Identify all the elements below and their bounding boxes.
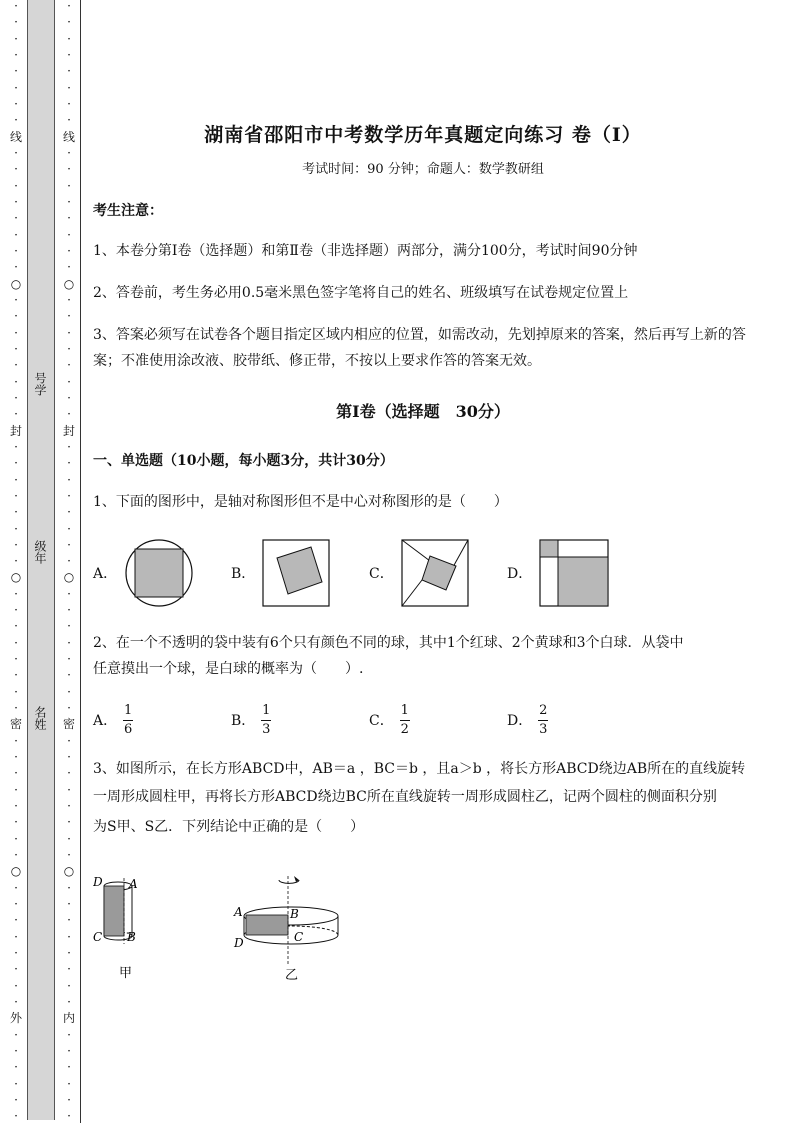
margin-rule — [80, 0, 81, 1123]
cut-dot: · — [67, 211, 71, 226]
cut-dot: · — [14, 946, 18, 961]
cut-dot: · — [14, 96, 18, 111]
cut-dot: · — [67, 848, 71, 863]
cut-dot: · — [67, 439, 71, 454]
cut-dot: · — [14, 831, 18, 846]
cut-dot: · — [14, 1109, 18, 1123]
cut-mark: 外 — [9, 1011, 22, 1026]
cut-dot: · — [67, 309, 71, 324]
cut-dot: · — [67, 684, 71, 699]
label-b: B — [290, 907, 299, 921]
cut-dot: · — [67, 603, 71, 618]
cut-dot: · — [14, 750, 18, 765]
caption-yi: 乙 — [285, 968, 299, 983]
note-item-2: 2、答卷前，考生务必用0.5毫米黑色签字笔将自己的姓名、班级填写在试卷规定位置上 — [93, 285, 629, 301]
cut-mark: ○ — [10, 864, 22, 879]
fraction: $\frac{1}{3}$ — [262, 702, 271, 737]
cut-dot: · — [14, 260, 18, 275]
cut-dot: · — [67, 472, 71, 487]
cut-dot: · — [14, 782, 18, 797]
cut-dot: · — [14, 472, 18, 487]
cut-dot: · — [14, 603, 18, 618]
cut-dot: · — [67, 537, 71, 552]
cut-dot: · — [14, 341, 18, 356]
cut-mark: ○ — [63, 570, 75, 585]
cut-dot: · — [14, 701, 18, 716]
page-subtitle: 考试时间：90 分钟；命题人：数学教研组 — [302, 162, 544, 177]
cut-mark: 封 — [9, 423, 22, 438]
cut-dot: · — [67, 750, 71, 765]
cut-dot: · — [67, 586, 71, 601]
q2-option-c[interactable]: C． $\frac{1}{2}$ — [369, 702, 409, 737]
cut-dot: · — [14, 325, 18, 340]
notes-heading: 考生注意： — [93, 203, 163, 219]
cut-dot: · — [14, 1027, 18, 1042]
cut-dot: · — [67, 505, 71, 520]
cut-dot: · — [67, 652, 71, 667]
cut-mark: 线 — [62, 129, 75, 144]
cut-dot: · — [14, 537, 18, 552]
question-2-line-2: 任意摸出一个球，是白球的概率为（ ）. — [93, 661, 364, 677]
cut-dot: · — [14, 80, 18, 95]
cut-dot: · — [14, 521, 18, 536]
cut-mark: 密 — [9, 717, 22, 732]
cut-dot: · — [67, 178, 71, 193]
q1-option-a[interactable]: A． — [93, 538, 195, 608]
cut-dot: · — [14, 799, 18, 814]
cut-dot: · — [14, 0, 18, 13]
cut-dot: · — [67, 1044, 71, 1058]
cut-dot: · — [67, 521, 71, 536]
question-3-line-3: 为S甲、S乙．下列结论中正确的是（ ） — [93, 819, 365, 835]
cut-dot: · — [14, 978, 18, 993]
cut-dot: · — [14, 390, 18, 405]
cut-dot: · — [67, 554, 71, 569]
cut-dot: · — [14, 913, 18, 928]
cut-dot: · — [67, 390, 71, 405]
cut-dot: · — [14, 47, 18, 62]
fraction: $\frac{1}{6}$ — [123, 702, 133, 737]
cut-dot: · — [14, 766, 18, 781]
cut-dot: · — [67, 733, 71, 748]
fraction: $\frac{2}{3}$ — [539, 702, 548, 737]
question-3-line-1: 3、如图所示，在长方形ABCD中，AB＝a ，BC＝b ，且a＞b ，将长方形ABCD绕边AB所在的直线旋转 — [93, 761, 746, 777]
cut-dot: · — [67, 701, 71, 716]
cut-dot: · — [14, 1076, 18, 1091]
cut-dot: · — [14, 227, 18, 242]
cylinder-yi — [233, 876, 338, 983]
cut-dot: · — [14, 1060, 18, 1075]
cut-dot: · — [14, 243, 18, 258]
question-1-options — [93, 538, 753, 608]
cut-dot: · — [14, 488, 18, 503]
square-with-diagonal-square-figure — [400, 538, 470, 608]
label-a: A — [234, 905, 243, 919]
cut-dot: · — [14, 15, 18, 30]
cut-dot: · — [67, 456, 71, 471]
cut-dot: · — [67, 31, 71, 46]
q1-option-d[interactable]: D． — [507, 538, 610, 608]
cut-dot: · — [14, 456, 18, 471]
cut-dot: · — [14, 684, 18, 699]
cut-dot: · — [67, 358, 71, 373]
cut-dot: · — [14, 407, 18, 422]
cut-dot: · — [14, 145, 18, 160]
cut-dot: · — [67, 929, 71, 944]
cut-dot: · — [14, 31, 18, 46]
cut-dot: · — [67, 946, 71, 961]
cut-dot: · — [67, 243, 71, 258]
caption-jia: 甲 — [119, 966, 133, 981]
cut-dot: · — [67, 913, 71, 928]
cut-dot: · — [67, 292, 71, 307]
cut-dot: · — [67, 96, 71, 111]
cut-dot: · — [14, 929, 18, 944]
cut-dot: · — [67, 962, 71, 977]
cut-dot: · — [67, 64, 71, 79]
question-2-options — [93, 702, 753, 738]
cut-dot: · — [67, 194, 71, 209]
cut-dot: · — [67, 1092, 71, 1107]
cut-dot: · — [14, 292, 18, 307]
cut-dot: · — [67, 619, 71, 634]
cut-dot: · — [67, 1027, 71, 1042]
cut-dot: · — [14, 668, 18, 683]
cut-dot: · — [67, 1109, 71, 1123]
cut-dot: · — [67, 407, 71, 422]
q2-option-a[interactable]: A． $\frac{1}{6}$ — [93, 702, 133, 737]
cut-mark: 线 — [9, 129, 22, 144]
cut-dot: · — [67, 260, 71, 275]
question-1-text: 1、下面的图形中，是轴对称图形但不是中心对称图形的是（ ） — [93, 494, 508, 510]
cut-dot: · — [67, 766, 71, 781]
cylinder-figures — [93, 868, 373, 988]
cut-mark: ○ — [10, 570, 22, 585]
q1-option-b[interactable]: B． — [231, 538, 331, 608]
cut-dot: · — [14, 1092, 18, 1107]
cut-dot: · — [14, 815, 18, 830]
outer-cut-line — [6, 0, 26, 1123]
cut-dot: · — [14, 848, 18, 863]
cut-dot: · — [14, 652, 18, 667]
cut-dot: · — [67, 488, 71, 503]
cut-dot: · — [67, 374, 71, 389]
cut-dot: · — [14, 113, 18, 128]
grade-label: 级年 — [33, 540, 47, 564]
cut-dot: · — [14, 178, 18, 193]
cut-dot: · — [14, 635, 18, 650]
cut-dot: · — [67, 799, 71, 814]
q2-option-b[interactable]: B． $\frac{1}{3}$ — [231, 702, 271, 737]
cut-dot: · — [67, 0, 71, 13]
cut-dot: · — [14, 505, 18, 520]
page-title: 湖南省邵阳市中考数学历年真题定向练习 卷（Ⅰ） — [204, 124, 642, 146]
cut-mark: 内 — [62, 1011, 75, 1026]
cut-mark: 密 — [62, 717, 75, 732]
label-a: A — [129, 877, 138, 891]
cut-dot: · — [14, 619, 18, 634]
cut-dot: · — [67, 635, 71, 650]
cut-dot: · — [67, 815, 71, 830]
cut-dot: · — [14, 194, 18, 209]
circle-with-square-figure — [123, 537, 195, 609]
cut-dot: · — [67, 145, 71, 160]
cut-dot: · — [14, 586, 18, 601]
cut-dot: · — [14, 995, 18, 1010]
cut-dot: · — [67, 113, 71, 128]
cut-dot: · — [67, 831, 71, 846]
label-c: C — [93, 930, 103, 944]
cut-dot: · — [67, 782, 71, 797]
divided-rectangle-figure — [538, 538, 610, 608]
cut-dot: · — [67, 227, 71, 242]
cut-dot: · — [67, 341, 71, 356]
cut-dot: · — [67, 15, 71, 30]
cut-dot: · — [14, 64, 18, 79]
cut-dot: · — [67, 880, 71, 895]
cut-dot: · — [14, 733, 18, 748]
question-2-line-1: 2、在一个不透明的袋中装有6个只有颜色不同的球，其中1个红球、2个黄球和3个白球．从袋中 — [93, 635, 684, 651]
section-title: 第Ⅰ卷（选择题 30分） — [336, 402, 510, 421]
q2-option-d[interactable]: D． $\frac{2}{3}$ — [507, 702, 548, 737]
cut-dot: · — [14, 309, 18, 324]
name-label: 名姓 — [33, 706, 47, 730]
cut-dot: · — [67, 668, 71, 683]
label-b: B — [127, 930, 136, 944]
cut-dot: · — [14, 358, 18, 373]
label-c: C — [294, 930, 304, 944]
cut-mark: 封 — [62, 423, 75, 438]
cut-dot: · — [14, 162, 18, 177]
q1-option-c[interactable]: C． — [369, 538, 470, 608]
cut-dot: · — [67, 1060, 71, 1075]
cut-dot: · — [14, 554, 18, 569]
cut-dot: · — [67, 1076, 71, 1091]
cut-dot: · — [67, 162, 71, 177]
cut-dot: · — [67, 978, 71, 993]
cut-dot: · — [67, 325, 71, 340]
cut-dot: · — [14, 439, 18, 454]
cut-dot: · — [14, 897, 18, 912]
note-item-1: 1、本卷分第Ⅰ卷（选择题）和第Ⅱ卷（非选择题）两部分，满分100分，考试时间90分钟 — [93, 243, 638, 259]
label-d: D — [234, 936, 244, 950]
student-id-label: 号学 — [33, 372, 47, 396]
cut-mark: ○ — [63, 276, 75, 291]
cut-dot: · — [14, 1044, 18, 1058]
cut-dot: · — [14, 962, 18, 977]
label-d: D — [93, 875, 103, 889]
question-3-line-2: 一周形成圆柱甲，再将长方形ABCD绕边BC所在直线旋转一周形成圆柱乙，记两个圆柱的侧面积分别 — [93, 789, 717, 805]
note-item-3: 3、答案必须写在试卷各个题目指定区域内相应的位置，如需改动，先划掉原来的答案，然后再写上新的答案；不准使用涂改液、胶带纸、修正带，不按以上要求作答的答案无效。 — [93, 327, 746, 369]
cut-dot: · — [14, 880, 18, 895]
cut-mark: ○ — [10, 276, 22, 291]
cut-dot: · — [67, 995, 71, 1010]
cut-mark: ○ — [63, 864, 75, 879]
cut-dot: · — [67, 897, 71, 912]
part-heading: 一、单选题（10小题，每小题3分，共计30分） — [93, 453, 394, 469]
cut-dot: · — [67, 47, 71, 62]
inner-cut-line — [59, 0, 79, 1123]
cut-dot: · — [14, 211, 18, 226]
fraction: $\frac{1}{2}$ — [400, 702, 409, 737]
cylinder-jia — [93, 875, 138, 981]
square-with-rotated-square-figure — [261, 538, 331, 608]
cut-dot: · — [14, 374, 18, 389]
cut-dot: · — [67, 80, 71, 95]
